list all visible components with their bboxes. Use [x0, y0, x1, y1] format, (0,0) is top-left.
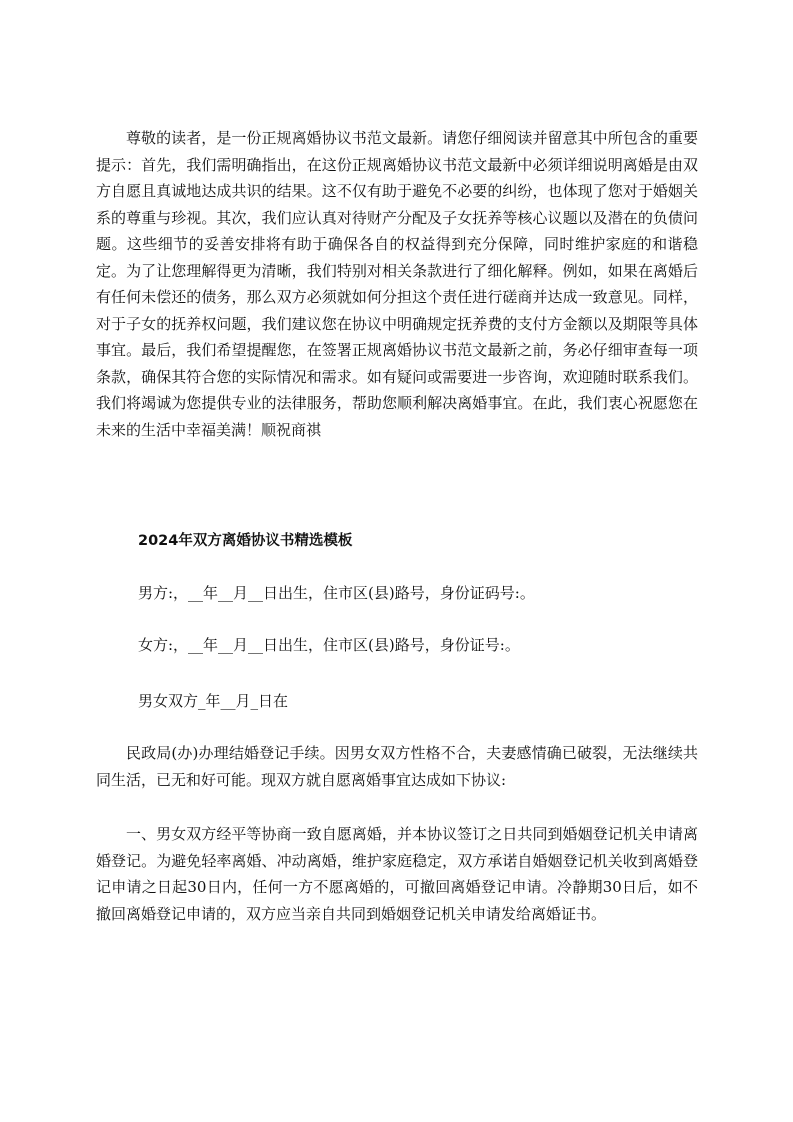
both-parties-line: 男女双方_年__月_日在: [138, 692, 289, 710]
title-block: [138, 528, 740, 554]
male-party-block: [138, 580, 740, 607]
male-party-line: 男方:，__年__月__日出生，住市区(县)路号，身份证码号:。: [138, 584, 535, 602]
intro-paragraph: 尊敬的读者，是一份正规离婚协议书范文最新。请您仔细阅读并留意其中所包含的重要提示：首先，我们需明确指出，在这份正规离婚协议书范文最新中必须详细说明离婚是由双方自愿且真诚地达成共识的结果。这不仅有助于避免不必要的纠纷，也体现了您对于婚姻关系的尊重与珍视。其次，我们应认真对待财产分配及子女抚养等核心议题以及潜在的负债问题。这些细节的妥善安排将有助于确保各自的权益得到充分保障，同时维护家庭的和谐稳定。为了让您理解得更为清晰，我们特别对相关条款进行了细化解释。例如，如果在离婚后有任何未偿还的债务，那么双方必须就如何分担这个责任进行磋商并达成一致意见。同样，对于子女的抚养权问题，我们建议您在协议中明确规定抚养费的支付方金额以及期限等具体事宜。最后，我们希望提醒您，在签署正规离婚协议书范文最新之前，务必仔细审查每一项条款，确保其符合您的实际情况和需求。如有疑问或需要进一步咨询，欢迎随时联系我们。我们将竭诚为您提供专业的法律服务，帮助您顺利解决离婚事宜。在此，我们衷心祝愿您在未来的生活中幸福美满！顺祝商祺: [96, 129, 698, 439]
both-parties-block: [138, 688, 740, 715]
clause-one-paragraph: 一、男女双方经平等协商一致自愿离婚，并本协议签订之日共同到婚姻登记机关申请离婚登记。为避免轻率离婚、冲动离婚，维护家庭稳定，双方承诺自婚姻登记机关收到离婚登记申请之日起30日内，任何一方不愿离婚的，可撤回离婚登记申请。冷静期30日后，如不撤回离婚登记申请的，双方应当亲自共同到婚姻登记机关申请发给离婚证书。: [96, 825, 698, 923]
clause-one-block: [96, 821, 698, 927]
civil-affairs-paragraph: 民政局(办)办理结婚登记手续。因男女双方性格不合，夫妻感情确已破裂，无法继续共同生活，已无和好可能。现双方就自愿离婚事宜达成如下协议:: [96, 744, 698, 789]
intro-block: [96, 125, 698, 443]
template-title: 2024年双方离婚协议书精选模板: [138, 533, 353, 549]
female-party-line: 女方:，__年__月__日出生，住市区(县)路号，身份证号:。: [138, 636, 520, 654]
civil-affairs-block: [96, 740, 698, 793]
female-party-block: [138, 632, 740, 659]
